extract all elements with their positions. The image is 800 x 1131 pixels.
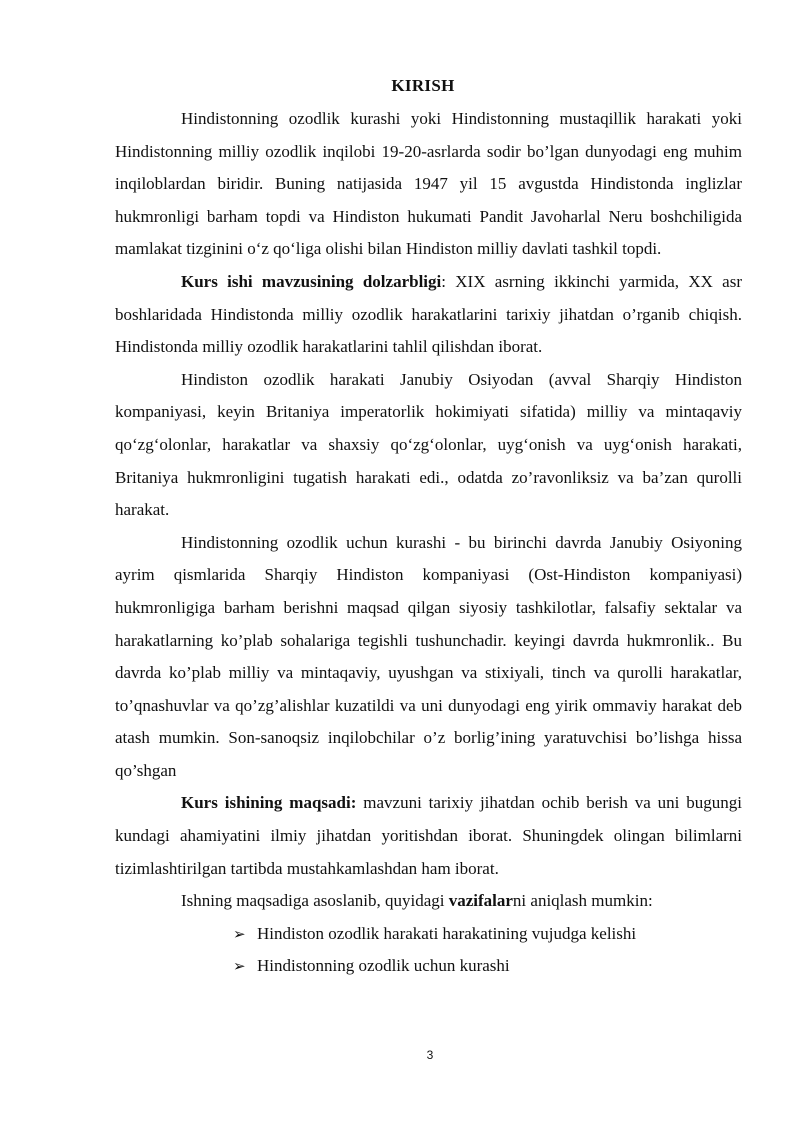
page-title: KIRISH: [391, 76, 455, 95]
arrow-right-icon: ➢: [233, 957, 246, 976]
list-item: [233, 950, 742, 983]
tasks-paragraph: [115, 885, 742, 918]
tasks-bold: vazifalar: [448, 891, 513, 911]
intro-paragraph: Hindistonning ozodlik kurashi yoki Hindistonning mustaqillik harakati yoki Hindistonning milliy ozodlik inqilobi 19-20-asrlarda sodir bo’lgan dunyodagi eng muhim inqiloblardan biridir. Buning natijasida 1947 yil 15 avgustda Hindistonda inglizlar hukmronligi barham topdi va Hindiston hukumati Pandit Javoharlal Neru boshchiligida mamlakat tizginini o‘z qo‘liga olishi bilan Hindiston milliy davlati tashkil topdi.: [115, 109, 742, 259]
goal-text: mavzuni tarixiy jihatdan ochib berish va uni bugungi kundagi ahamiyatini ilmiy jihatdan yoritishdan iborat. Shuningdek olingan bilimlarni tizimlashtirilgan tartibda mustahkamlashdan ham iborat.: [115, 793, 743, 878]
arrow-right-icon: ➢: [233, 924, 246, 943]
relevance-label: Kurs ishi mavzusining dolzarbligi: [181, 271, 442, 291]
list-item: [233, 918, 742, 951]
tasks-text-before: Ishning maqsadiga asoslanib, quyidagi: [181, 891, 449, 911]
struggle-paragraph: Hindistonning ozodlik uchun kurashi - bu birinchi davrda Janubiy Osiyoning ayrim qismlarida Sharqiy Hindiston kompaniyasi (Ost-Hindiston kompaniyasi) hukmronligiga barham berishni maqsad qilgan siyosiy tashkilotlar, falsafiy sektalar va harakatlarning ko’plab sohalariga tegishli tushunchadir. keyingi davrda hukmronlik.. Bu davrda ko’plab milliy va mintaqaviy, uyushgan va stixiyali, tinch va qurolli harakatlar, to’qnashuvlar va qo’zg’alishlar kuzatildi va uni dunyodagi eng yirik ommaviy harakat deb atash mumkin. Son-sanoqsiz inqilobchilar o’z borlig’ining yaratuvchisi bo’lishga hissa qo’shgan: [115, 532, 742, 780]
relevance-text: : XIX asrning ikkinchi yarmida, XX asr boshlaridada Hindistonda milliy ozodlik harakatlarini tarixiy jihatdan o’rganib chiqish. Hindistonda milliy ozodlik harakatlarini tahlil qilishdan iborat.: [115, 271, 742, 357]
goal-paragraph: [115, 787, 742, 885]
tasks-text-after: ni aniqlash mumkin:: [512, 891, 653, 911]
goal-label: Kurs ishining maqsadi:: [181, 793, 357, 813]
document-body: [115, 103, 742, 983]
task-list: [115, 918, 742, 983]
movement-paragraph: Hindiston ozodlik harakati Janubiy Osiyodan (avval Sharqiy Hindiston kompaniyasi, keyin Britaniya imperatorlik hokimiyati sifatida) milliy va mintaqaviy qo‘zg‘olonlar, harakatlar va shaxsiy qo‘zg‘olonlar, uyg‘onish va uyg‘onish harakati, Britaniya hukmronligini tugatish harakati edi., odatda zo’ravonliksiz va ba’zan qurolli harakat.: [115, 369, 742, 520]
list-item-text: Hindistonning ozodlik uchun kurashi: [257, 956, 510, 976]
page-number: 3: [426, 1048, 434, 1062]
relevance-paragraph: [115, 266, 742, 364]
list-item-text: Hindiston ozodlik harakati harakatining vujudga kelishi: [257, 923, 637, 943]
